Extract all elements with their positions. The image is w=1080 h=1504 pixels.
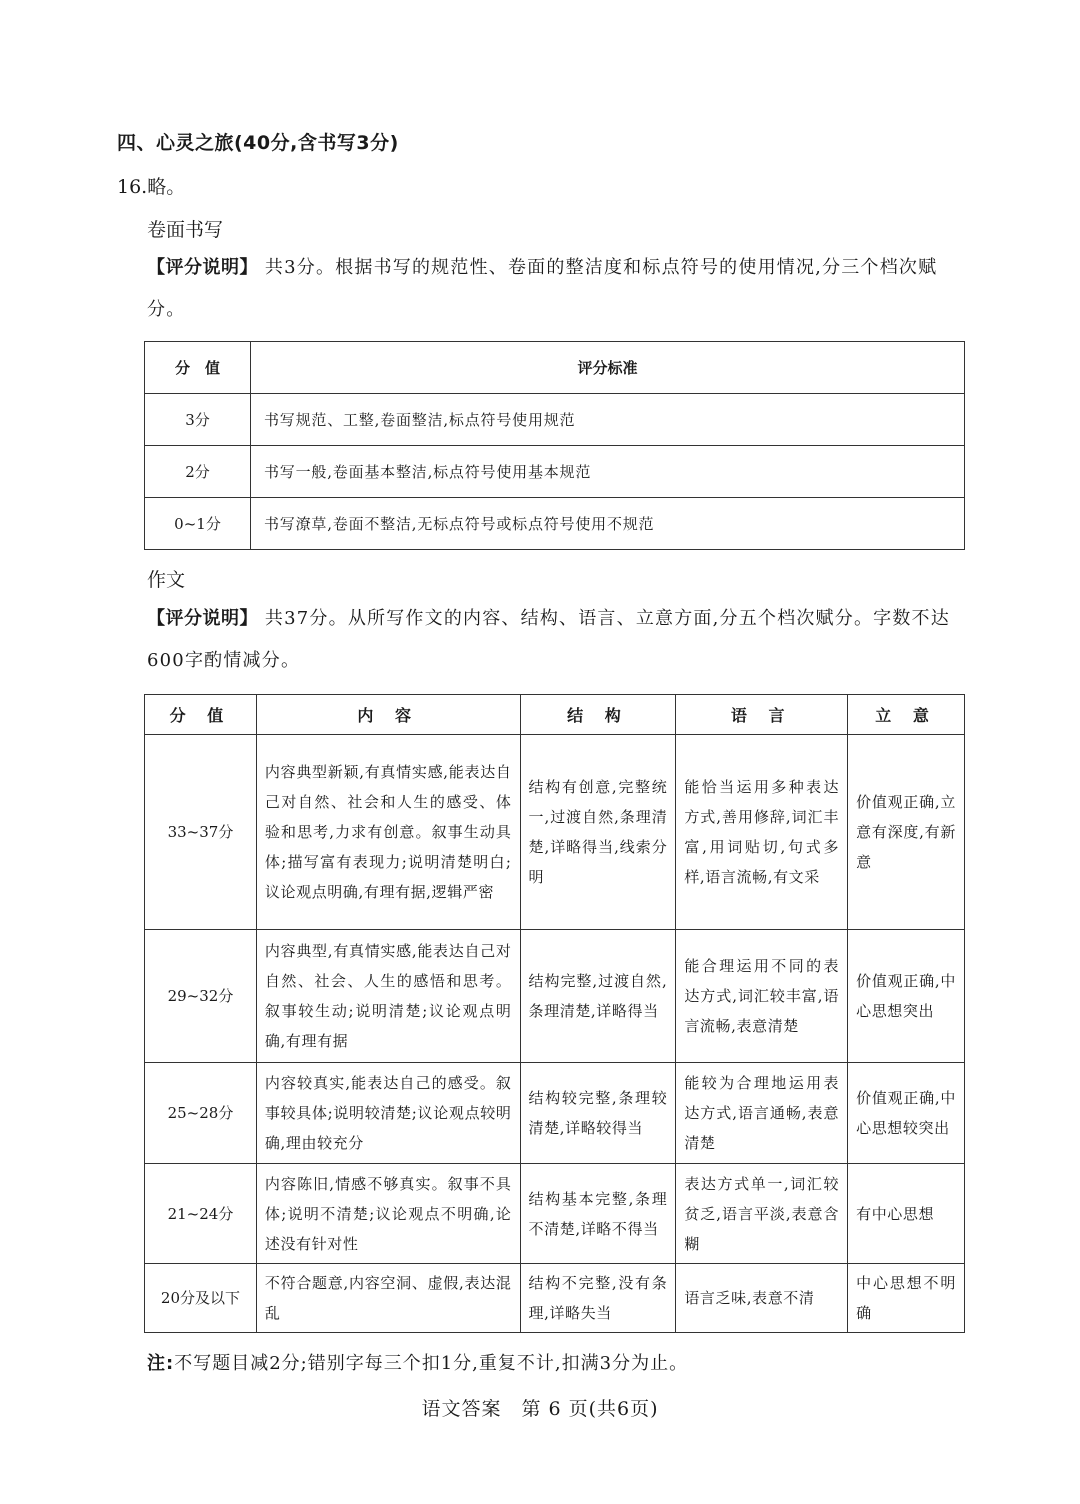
table-row (145, 930, 965, 1063)
scoring-note-text: 共3分。根据书写的规范性、卷面的整洁度和标点符号的使用情况,分三个档次赋分。 (147, 257, 938, 320)
table-row (145, 1264, 965, 1333)
essay-heading: 作文 (147, 569, 186, 591)
structure-cell: 结构较完整,条理较清楚,详略较得当 (520, 1063, 676, 1164)
column-header-content: 内 容 (256, 695, 520, 735)
content-cell: 内容陈旧,情感不够真实。叙事不具体;说明不清楚;议论观点不明确,论述没有针对性 (256, 1164, 520, 1264)
score-cell: 25~28分 (145, 1063, 257, 1164)
structure-cell: 结构不完整,没有条理,详略失当 (520, 1264, 676, 1333)
question-16-answer: 16.略。 (117, 176, 186, 198)
score-cell: 20分及以下 (145, 1264, 257, 1333)
structure-cell: 结构基本完整,条理不清楚,详略不得当 (520, 1164, 676, 1264)
content-cell: 内容典型新颖,有真情实感,能表达自己对自然、社会和人生的感受、体验和思考,力求有创意。叙事生动具体;描写富有表现力;说明清楚明白;议论观点明确,有理有据,逻辑严密 (256, 735, 520, 930)
language-cell: 能合理运用不同的表达方式,词汇较丰富,语言流畅,表意清楚 (676, 930, 848, 1063)
essay-scoring-table (144, 694, 965, 1333)
score-cell: 2分 (145, 446, 251, 498)
handwriting-heading: 卷面书写 (147, 219, 224, 241)
table-header-row (145, 342, 965, 394)
language-cell: 语言乏味,表意不清 (676, 1264, 848, 1333)
score-cell: 33~37分 (145, 735, 257, 930)
language-cell: 能恰当运用多种表达方式,善用修辞,词汇丰富,用词贴切,句式多样,语言流畅,有文采 (676, 735, 848, 930)
score-cell: 29~32分 (145, 930, 257, 1063)
criteria-cell: 书写潦草,卷面不整洁,无标点符号或标点符号使用不规范 (251, 498, 965, 550)
structure-cell: 结构有创意,完整统一,过渡自然,条理清楚,详略得当,线索分明 (520, 735, 676, 930)
column-header-theme: 立 意 (848, 695, 965, 735)
theme-cell: 价值观正确,中心思想突出 (848, 930, 965, 1063)
note-text: 不写题目减2分;错别字每三个扣1分,重复不计,扣满3分为止。 (174, 1353, 689, 1374)
handwriting-scoring-table (144, 341, 965, 550)
scoring-note-text: 共37分。从所写作文的内容、结构、语言、立意方面,分五个档次赋分。字数不达600字酌情减分。 (147, 608, 950, 671)
scoring-note-tag: 【评分说明】 (147, 608, 258, 629)
content-cell: 不符合题意,内容空洞、虚假,表达混乱 (256, 1264, 520, 1333)
score-cell: 21~24分 (145, 1164, 257, 1264)
theme-cell: 有中心思想 (848, 1164, 965, 1264)
column-header-criteria: 评分标准 (251, 342, 965, 394)
criteria-cell: 书写一般,卷面基本整洁,标点符号使用基本规范 (251, 446, 965, 498)
criteria-cell: 书写规范、工整,卷面整洁,标点符号使用规范 (251, 394, 965, 446)
score-cell: 3分 (145, 394, 251, 446)
content-cell: 内容较真实,能表达自己的感受。叙事较具体;说明较清楚;议论观点较明确,理由较充分 (256, 1063, 520, 1164)
table-row (145, 446, 965, 498)
theme-cell: 中心思想不明确 (848, 1264, 965, 1333)
column-header-structure: 结 构 (520, 695, 676, 735)
table-row (145, 735, 965, 930)
essay-scoring-note (147, 598, 967, 682)
score-cell: 0~1分 (145, 498, 251, 550)
language-cell: 表达方式单一,词汇较贫乏,语言平淡,表意含糊 (676, 1164, 848, 1264)
page-footer: 语文答案 第 6 页(共6页) (421, 1398, 659, 1420)
note-tag: 注: (147, 1353, 175, 1374)
language-cell: 能较为合理地运用表达方式,语言通畅,表意清楚 (676, 1063, 848, 1164)
section-title: 四、心灵之旅(40分,含书写3分) (117, 132, 399, 154)
table-row (145, 1164, 965, 1264)
deduction-note (147, 1349, 688, 1375)
content-cell: 内容典型,有真情实感,能表达自己对自然、社会、人生的感悟和思考。叙事较生动;说明清楚;议论观点明确,有理有据 (256, 930, 520, 1063)
theme-cell: 价值观正确,中心思想较突出 (848, 1063, 965, 1164)
table-header-row (145, 695, 965, 735)
theme-cell: 价值观正确,立意有深度,有新意 (848, 735, 965, 930)
column-header-score: 分 值 (145, 695, 257, 735)
column-header-score: 分 值 (145, 342, 251, 394)
table-row (145, 394, 965, 446)
handwriting-scoring-note (147, 247, 967, 331)
table-row (145, 498, 965, 550)
column-header-language: 语 言 (676, 695, 848, 735)
scoring-note-tag: 【评分说明】 (147, 257, 258, 278)
table-row (145, 1063, 965, 1164)
structure-cell: 结构完整,过渡自然,条理清楚,详略得当 (520, 930, 676, 1063)
